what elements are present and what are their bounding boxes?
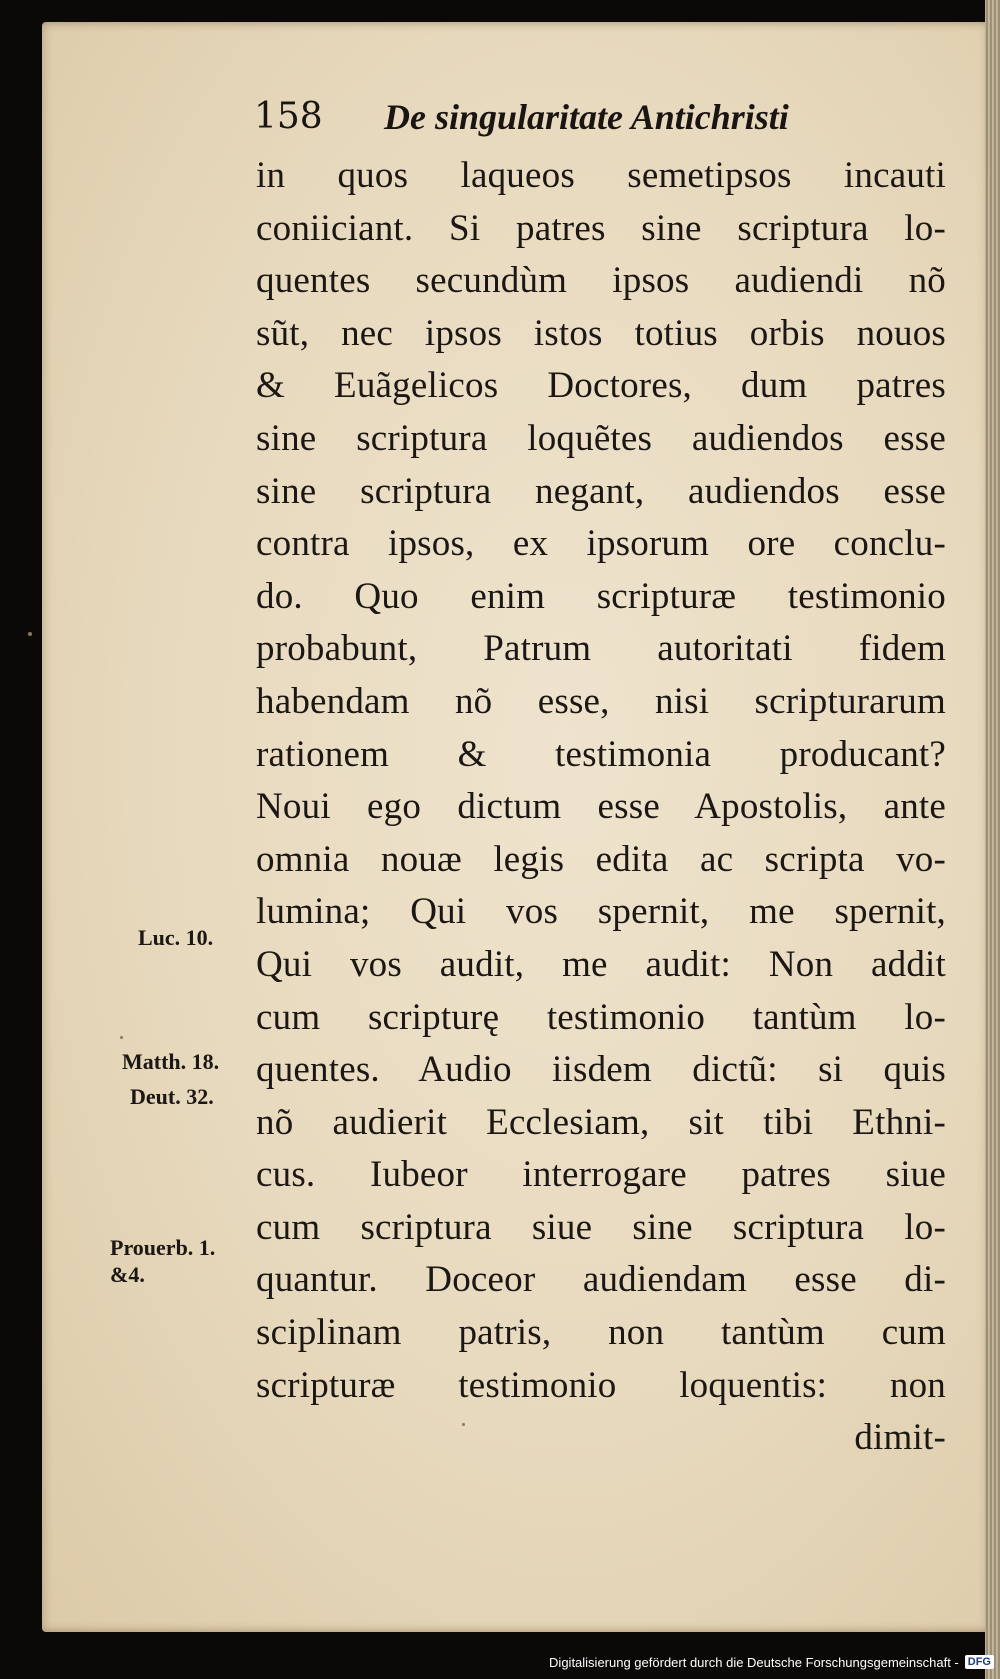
text-line: Qui vos audit, me audit: Non addit — [256, 943, 946, 985]
text-line: probabunt, Patrum autoritati fidem — [256, 628, 946, 670]
text-line: habendam nõ esse, nisi scripturarum — [256, 680, 946, 722]
text-line: & Euãgelicos Doctores, dum patres — [256, 365, 946, 407]
text-line: nõ audierit Ecclesiam, sit tibi Ethni- — [256, 1101, 946, 1143]
text-line: sciplinam patris, non tantùm cum — [256, 1312, 946, 1354]
text-line: lumina; Qui vos spernit, me spernit, — [256, 891, 946, 933]
text-line: sũt, nec ipsos istos totius orbis nouos — [256, 312, 946, 354]
text-line: do. Quo enim scripturæ testimonio — [256, 575, 946, 617]
text-line: quantur. Doceor audiendam esse di- — [256, 1259, 946, 1301]
margin-note-prouerb: Prouerb. 1. — [110, 1235, 216, 1260]
page-number: 158 — [254, 96, 323, 137]
text-line: rationem & testimonia producant? — [256, 733, 946, 775]
catchword: dimit- — [854, 1417, 946, 1459]
margin-note-luc: Luc. 10. — [138, 925, 214, 950]
text-line: cum scriptura siue sine scriptura lo- — [256, 1206, 946, 1248]
paper-speck — [28, 632, 32, 636]
margin-note-prouerb-cont: &4. — [110, 1262, 145, 1287]
text-line: contra ipsos, ex ipsorum ore conclu- — [256, 523, 946, 565]
text-line: sine scriptura loquẽtes audiendos esse — [256, 417, 946, 459]
margin-note-matth: Matth. 18. — [122, 1049, 220, 1074]
text-line: in quos laqueos semetipsos incauti — [256, 155, 946, 196]
body-text — [256, 150, 946, 1465]
margin-note-deut: Deut. 32. — [130, 1084, 214, 1109]
running-header — [254, 96, 814, 140]
paper-speck — [120, 1036, 123, 1039]
digitization-credit — [549, 1649, 994, 1675]
text-line: cum scripturę testimonio tantùm lo- — [256, 996, 946, 1038]
text-line: cus. Iubeor interrogare patres siue — [256, 1154, 946, 1196]
running-title: De singularitate Antichristi — [384, 97, 789, 137]
page-edges — [985, 0, 1000, 1679]
text-line: Noui ego dictum esse Apostolis, ante — [256, 786, 946, 828]
dfg-logo: DFG — [965, 1655, 994, 1669]
text-line: omnia nouæ legis edita ac scripta vo- — [256, 838, 946, 880]
credit-text: Digitalisierung gefördert durch die Deutsche Forschungsgemeinschaft - — [549, 1654, 959, 1670]
text-line: sine scriptura negant, audiendos esse — [256, 470, 946, 512]
text-line: scripturæ testimonio loquentis: non — [256, 1364, 946, 1406]
text-line: quentes secundùm ipsos audiendi nõ — [256, 260, 946, 302]
text-line: quentes. Audio iisdem dictũ: si quis — [256, 1049, 946, 1091]
text-line: coniiciant. Si patres sine scriptura lo- — [256, 207, 946, 249]
